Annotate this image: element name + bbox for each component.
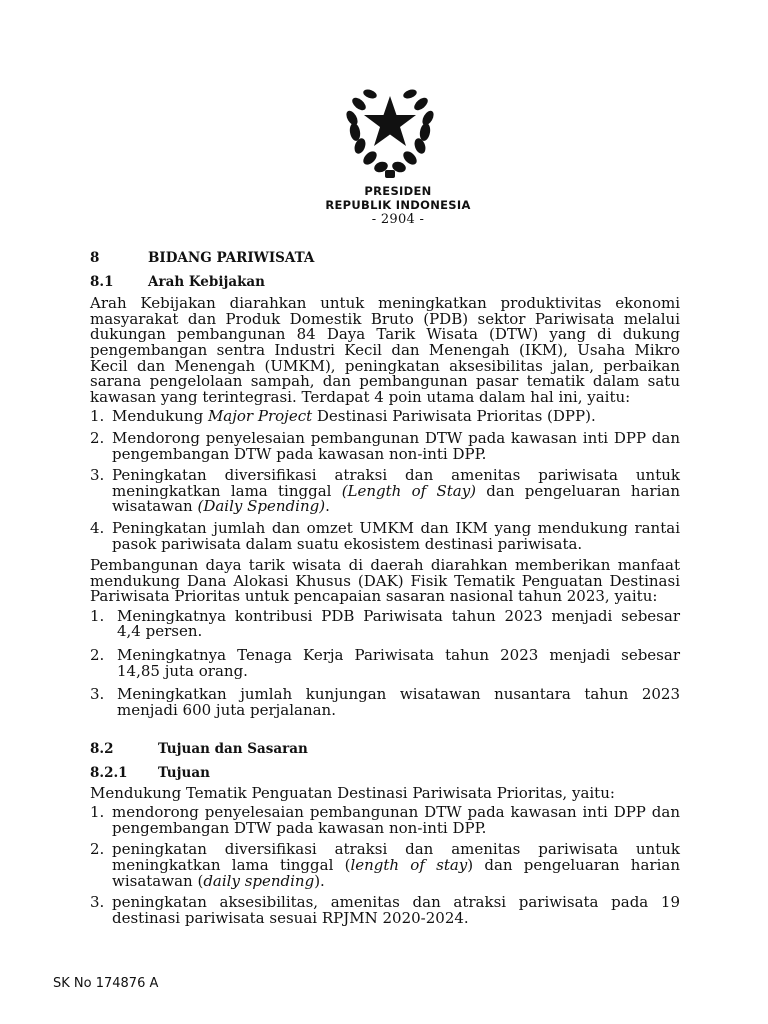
list-number: 1.	[90, 606, 105, 625]
list-number: 2.	[90, 840, 105, 859]
section-title: Tujuan	[158, 765, 210, 782]
list-item	[90, 468, 680, 515]
section-number: 8.2	[90, 741, 114, 758]
list-item	[90, 606, 680, 641]
presidential-emblem-icon	[339, 82, 441, 180]
section-heading-8-2	[90, 742, 680, 758]
list-number: 2.	[90, 646, 105, 665]
dak-paragraph: Pembangunan daya tarik wisata di daerah diarahkan memberikan manfaat mendukung Dana Alokasi Khusus (DAK) Fisik Tematik Penguatan Destinasi Pariwisata Prioritas untuk pencapaian sasaran nasional tahun 2023, yaitu:	[90, 556, 680, 606]
list-text: Peningkatan diversifikasi atraksi dan amenitas pariwisata untuk meningkatkan lama tinggal (Length of Stay) dan pengeluaran harian wisatawan (Daily Spending).	[112, 466, 680, 516]
list-number: 3.	[90, 893, 105, 912]
section-title: Tujuan dan Sasaran	[158, 741, 308, 758]
list-text: Meningkatnya kontribusi PDB Pariwisata tahun 2023 menjadi sebesar 4,4 persen.	[117, 606, 680, 641]
section-number: 8.2.1	[90, 765, 128, 782]
policy-intro-paragraph: Arah Kebijakan diarahkan untuk meningkatkan produktivitas ekonomi masyarakat dan Produk Domestik Bruto (PDB) sektor Pariwisata melalui dukungan pembangunan 84 Daya Tarik Wisata (DTW) yang di dukung pengembangan sentra Industri Kecil dan Menengah (IKM), Usaha Mikro Kecil dan Menengah (UMKM), peningkatan aksesibilitas jalan, perbaikan sarana pengelolaan sampah, dan pembangunan pasar tematik dalam satu kawasan yang terintegrasi. Terdapat 4 poin utama dalam hal ini, yaitu:	[90, 294, 680, 406]
list-item	[90, 842, 680, 889]
section-heading-8	[90, 251, 680, 267]
list-text: peningkatan diversifikasi atraksi dan amenitas pariwisata untuk meningkatkan lama tinggal (length of stay) dan pengeluaran harian wisatawan (daily spending).	[112, 840, 680, 890]
list-item	[90, 648, 680, 679]
section-title: BIDANG PARIWISATA	[148, 250, 315, 266]
section-number: 8.1	[90, 273, 114, 290]
list-number: 1.	[90, 407, 105, 426]
list-text: mendorong penyelesaian pembangunan DTW pada kawasan inti DPP dan pengembangan DTW pada kawasan non-inti DPP.	[112, 803, 680, 837]
page-number: - 2904 -	[371, 212, 425, 227]
list-text: Meningkatnya Tenaga Kerja Pariwisata tahun 2023 menjadi sebesar 14,85 juta orang.	[117, 646, 680, 680]
list-item	[90, 428, 680, 463]
tujuan-list	[90, 805, 680, 926]
section-title: Arah Kebijakan	[148, 273, 265, 290]
list-text: peningkatan aksesibilitas, amenitas dan atraksi pariwisata pada 19 destinasi pariwisata sesuai RPJMN 2020-2024.	[112, 893, 680, 927]
list-item	[90, 805, 680, 836]
header-title-republik: REPUBLIK INDONESIA	[325, 198, 471, 212]
list-number: 1.	[90, 803, 105, 822]
list-text: Meningkatkan jumlah kunjungan wisatawan nusantara tahun 2023 menjadi 600 juta perjalanan.	[117, 685, 680, 719]
targets-list	[90, 606, 680, 719]
section-number: 8	[90, 250, 100, 266]
list-text: Mendukung Major Project Destinasi Pariwisata Prioritas (DPP).	[112, 407, 596, 426]
policy-points-list	[90, 409, 680, 552]
list-item	[90, 518, 680, 553]
list-item	[90, 895, 680, 926]
list-number: 3.	[90, 466, 105, 485]
list-text: Peningkatan jumlah dan omzet UMKM dan IKM yang mendukung rantai pasok pariwisata dalam suatu ekosistem destinasi pariwisata.	[112, 518, 680, 553]
section-heading-8-2-1	[90, 766, 680, 782]
list-item	[90, 409, 680, 425]
list-text: Mendorong penyelesaian pembangunan DTW pada kawasan inti DPP dan pengembangan DTW pada kawasan non-inti DPP.	[112, 428, 680, 463]
list-number: 2.	[90, 428, 105, 447]
document-body	[90, 251, 680, 926]
list-item	[90, 687, 680, 718]
header-title-presiden: PRESIDEN	[364, 184, 432, 198]
document-serial-number: SK No 174876 A	[53, 976, 159, 991]
tujuan-intro: Mendukung Tematik Penguatan Destinasi Pariwisata Prioritas, yaitu:	[90, 783, 615, 802]
list-number: 3.	[90, 685, 105, 704]
list-number: 4.	[90, 518, 105, 537]
section-heading-8-1	[90, 275, 680, 291]
